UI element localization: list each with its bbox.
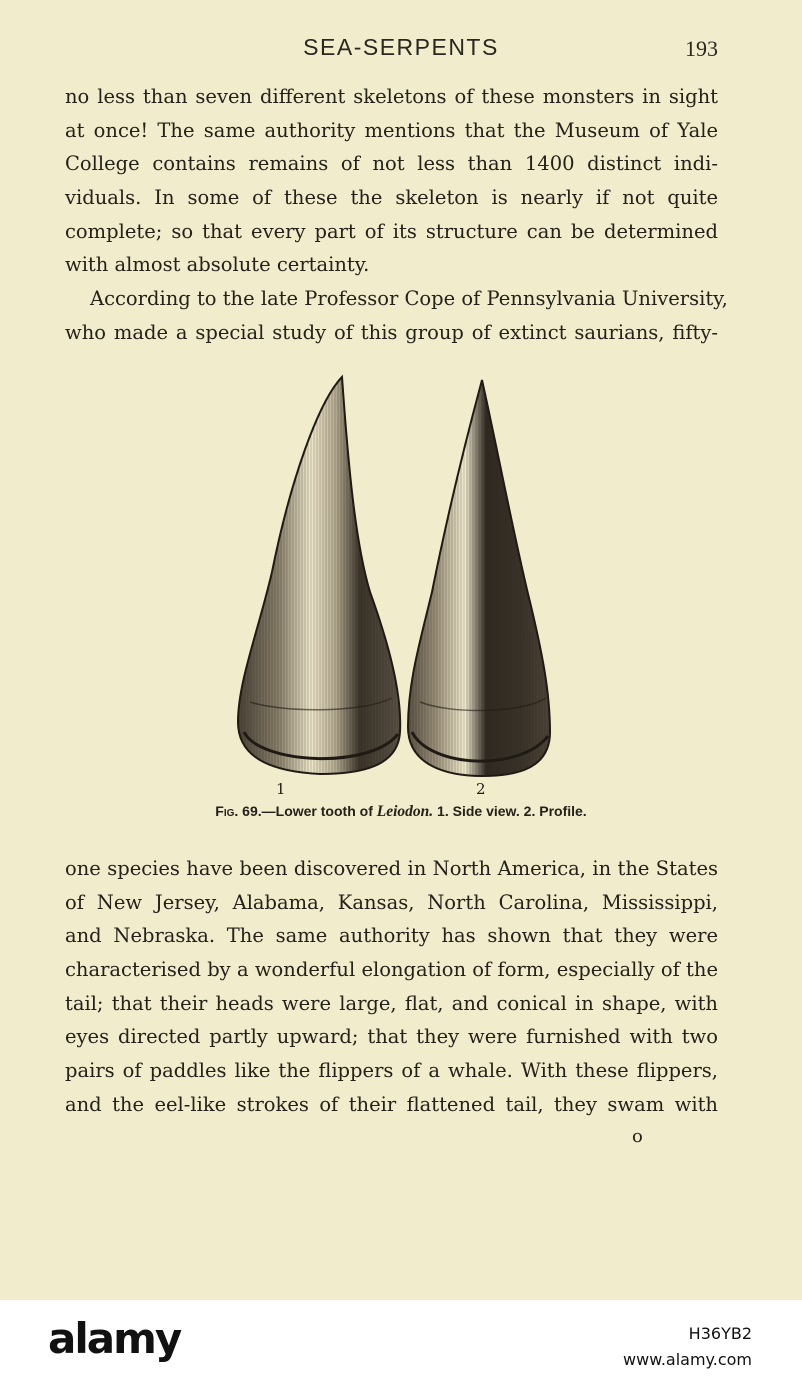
caption-rest: 1. Side view. 2. Profile.: [433, 803, 587, 819]
paragraph-top: [65, 80, 728, 350]
text-line: pairs of paddles like the flippers of a whale. With these flippers,: [65, 1059, 718, 1083]
running-title: SEA-SERPENTS: [303, 34, 499, 60]
watermark-footer: [0, 1300, 802, 1390]
running-head: [0, 34, 802, 64]
caption-text: —Lower tooth of: [261, 803, 377, 819]
text-line: of New Jersey, Alabama, Kansas, North Carolina, Mississippi,: [65, 890, 718, 914]
site-url: www.alamy.com: [623, 1350, 752, 1369]
caption-fig-number: Fig. 69.: [215, 803, 262, 819]
figure-label-2: 2: [476, 780, 486, 798]
page-number: 193: [685, 36, 718, 61]
text-line: who made a special study of this group of extinct saurians, fifty-: [65, 320, 718, 344]
text-line: tail; that their heads were large, flat, and conical in shape, with: [65, 991, 718, 1015]
text-line: at once! The same authority mentions that the Museum of Yale: [65, 118, 718, 142]
text-line: with almost absolute certainty.: [65, 253, 370, 277]
text-line: College contains remains of not less than 1400 distinct indi-: [65, 152, 718, 176]
caption-genus: Leiodon.: [376, 803, 434, 820]
text-line: eyes directed partly upward; that they were furnished with two: [65, 1025, 718, 1049]
tooth-side-view: [238, 377, 400, 774]
brand-logo: alamy: [48, 1314, 181, 1363]
text-line: According to the late Professor Cope of Pennsylvania University,: [90, 287, 728, 311]
figure-leiodon-teeth: [220, 372, 580, 812]
figure-label-1: 1: [276, 780, 286, 798]
paragraph-bottom: [65, 852, 718, 1122]
figure-caption: [0, 803, 802, 821]
text-line: characterised by a wonderful elongation of form, especially of the: [65, 958, 718, 982]
text-line: no less than seven different skeletons of these monsters in sight: [65, 85, 718, 108]
text-line: viduals. In some of these the skeleton is nearly if not quite: [65, 186, 718, 210]
signature-mark: o: [632, 1126, 643, 1147]
text-line: one species have been discovered in North America, in the States: [65, 857, 718, 880]
tooth-profile-view: [408, 380, 550, 776]
text-line: complete; so that every part of its structure can be determined: [65, 219, 718, 243]
text-line: and the eel-like strokes of their flattened tail, they swam with: [65, 1092, 718, 1116]
tooth-illustration: [220, 372, 580, 812]
text-line: and Nebraska. The same authority has shown that they were: [65, 924, 718, 948]
image-id: H36YB2: [688, 1324, 752, 1343]
